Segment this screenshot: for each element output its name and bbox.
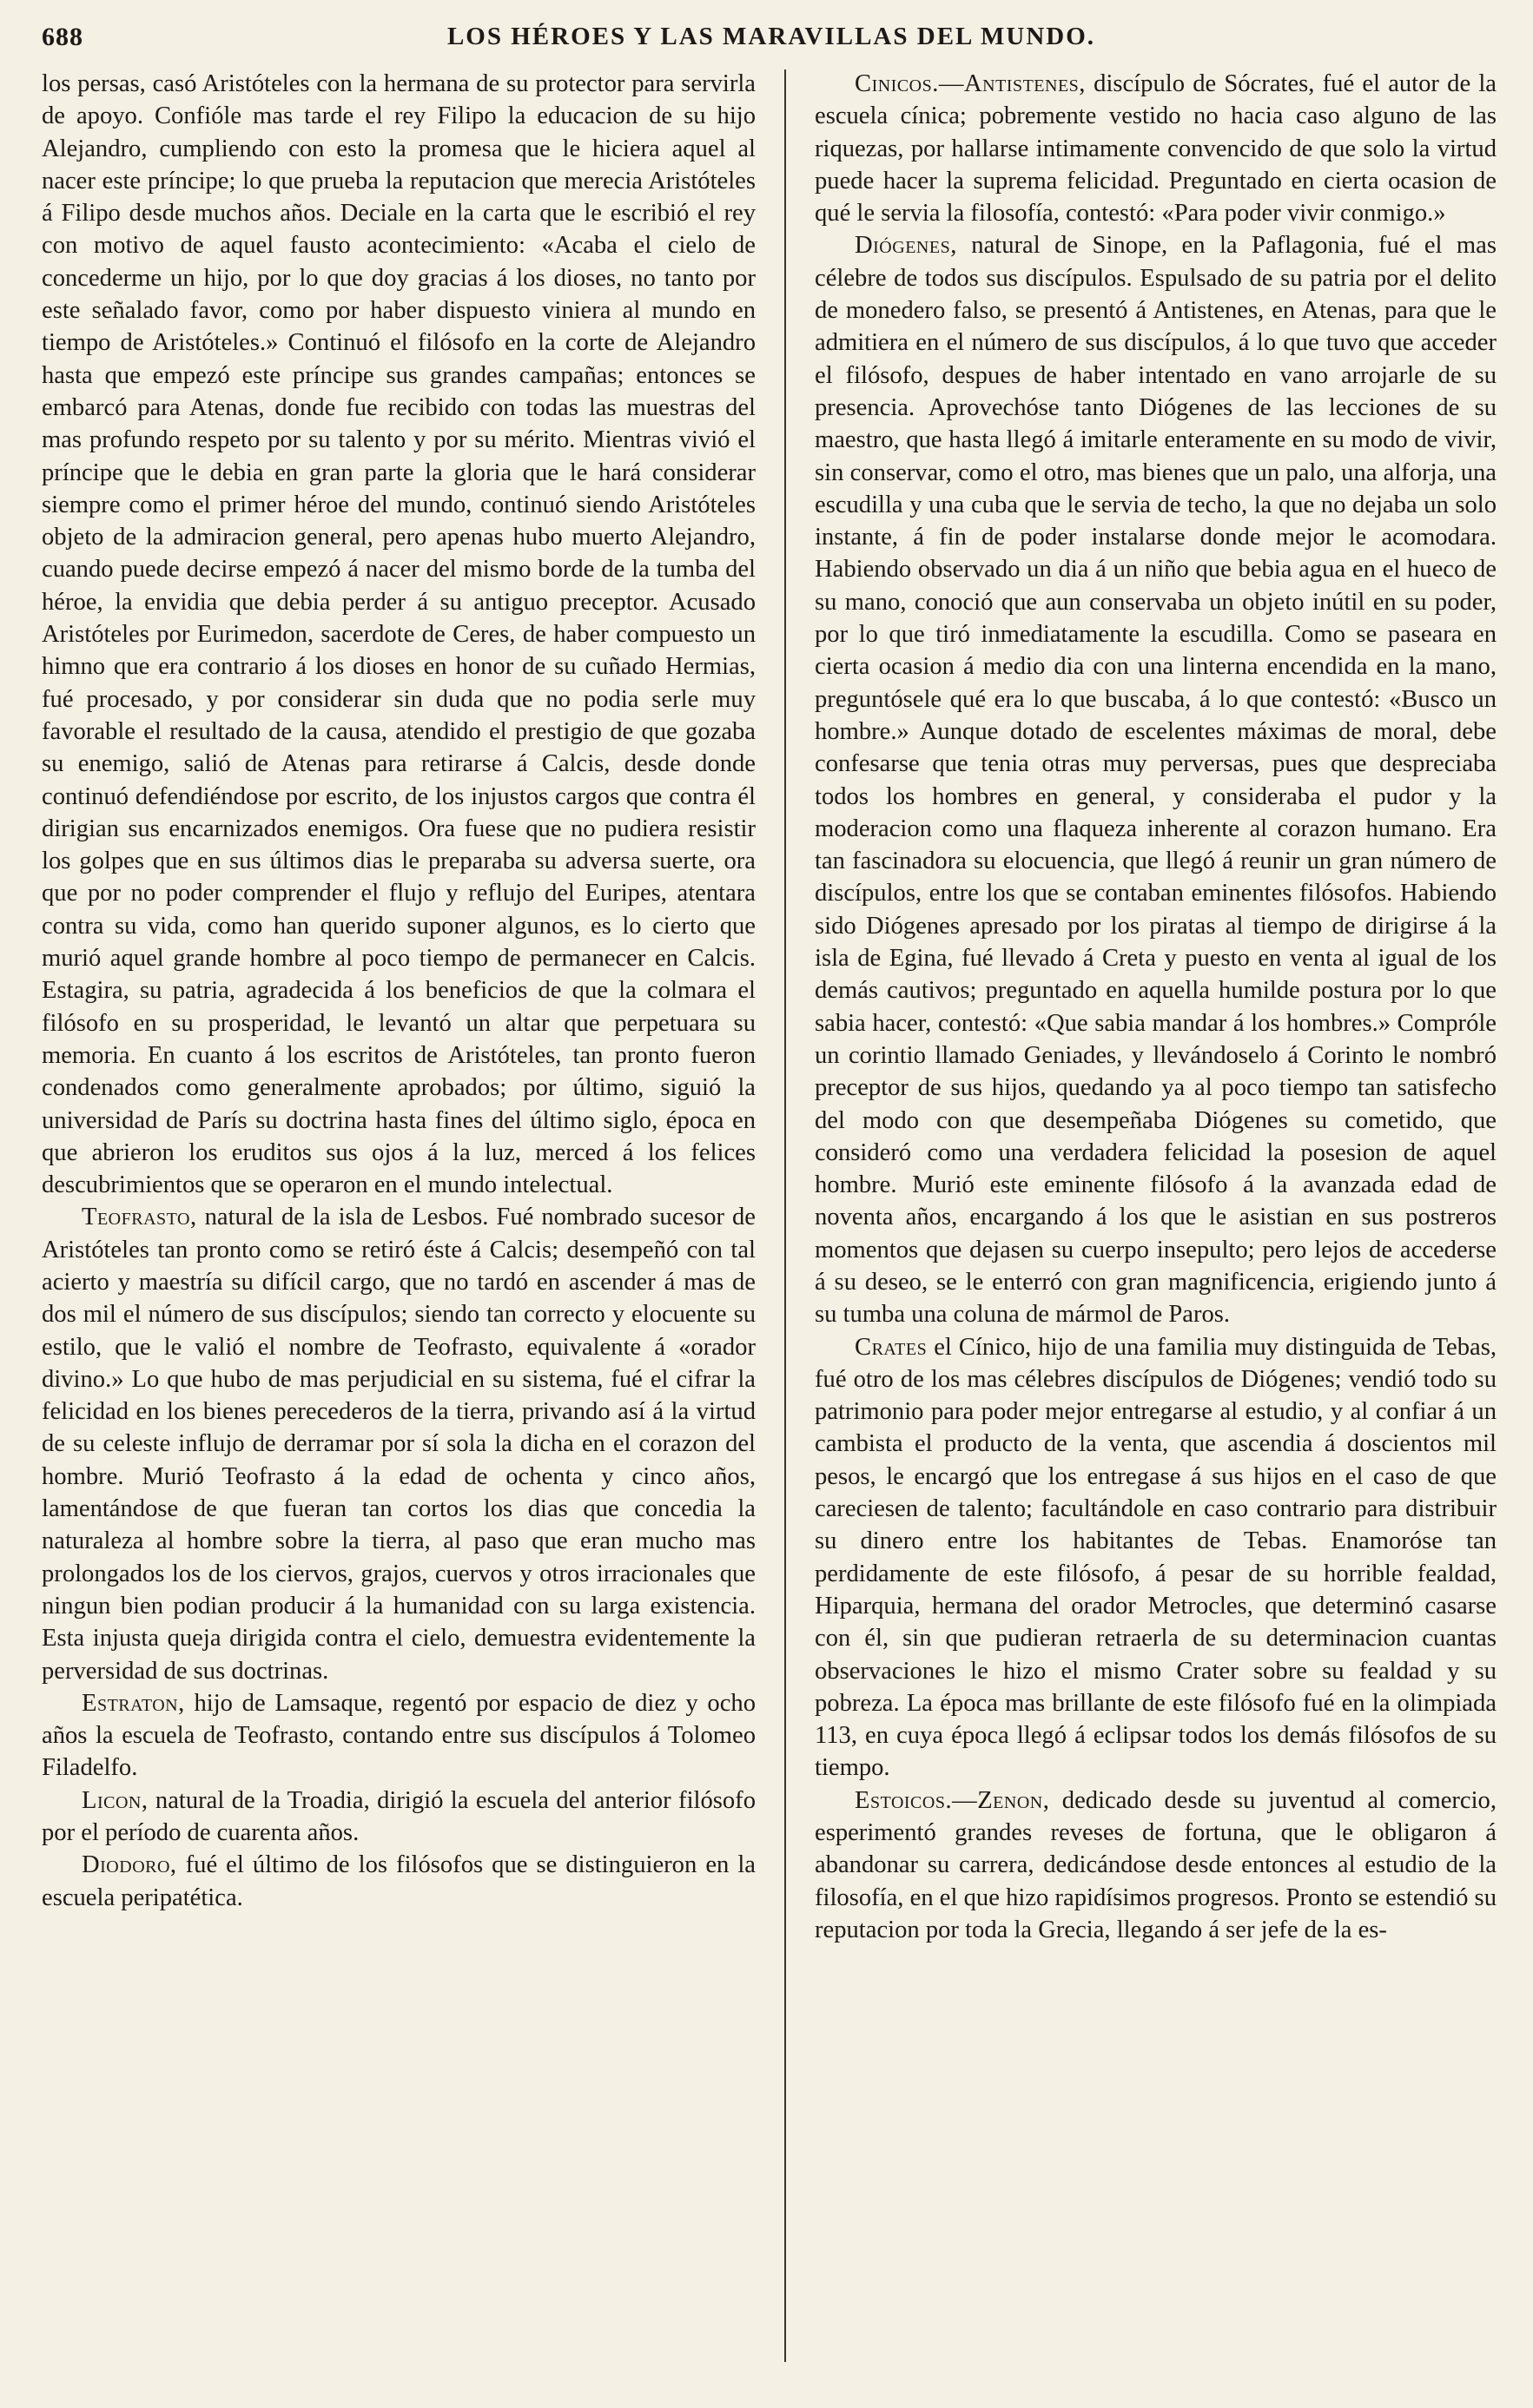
page-number: 688 xyxy=(42,23,83,51)
paragraph: Teofrasto, natural de la isla de Lesbos. Fué nombrado sucesor de Aristóteles tan pronto como se retiró éste á Calcis; desempeñó con tal acierto y maestría su difícil cargo, que no tardó en ascender á mas de dos mil el número de sus discípulos; siendo tan correcto y elocuente su estilo, que le valió el nombre de Teofrasto, equivalente á «orador divino.» Lo que hubo de mas perjudicial en su sistema, fué el cifrar la felicidad en los bienes perecederos de la tierra, privando así á la virtud de su celeste influjo de derramar por sí sola la dicha en el corazon del hombre. Murió Teofrasto á la edad de ochenta y cinco años, lamentándose de que fueran tan cortos los dias que concedia la naturaleza al hombre sobre la tierra, al paso que eran mucho mas prolongados los de los ciervos, grajos, cuervos y otros irracionales que ningun bien podian producir á la humanidad con su larga existencia. Esta injusta queja dirigida contra el cielo, demuestra evidentemente la perversidad de sus doctrinas. xyxy=(42,1204,756,1685)
entry-heading: Licon, xyxy=(82,1786,149,1814)
paragraph: Licon, natural de la Troadia, dirigió la escuela del anterior filósofo por el período de cuarenta años. xyxy=(42,1786,756,1847)
entry-heading: Cinicos.—Antistenes, xyxy=(855,70,1086,97)
paragraph: Estoicos.—Zenon, dedicado desde su juventud al comercio, esperimentó grandes reveses de fortuna, que le obligaron á abandonar su carrera, dedicándose desde entonces al estudio de la filosofía, en el que hizo rapidísimos progresos. Pronto se estendió su reputacion por toda la Grecia, llegando á ser jefe de la es- xyxy=(815,1786,1497,1943)
paragraph: Diógenes, natural de Sinope, en la Paflagonia, fué el mas célebre de todos sus discípulos. Espulsado de su patria por el delito de monedero falso, se presentó á Antistenes, en Atenas, para que le admitiera en el número de sus discípulos, á lo que tuvo que acceder el filósofo, despues de haber intentado en vano arrojarle de su presencia. Aprovechóse tanto Diógenes de las lecciones de su maestro, que hasta llegó á imitarle enteramente en su modo de vivir, sin conservar, como el otro, mas bienes que un palo, una alforja, una escudilla y una cuba que le servia de techo, la que no dejaba un solo instante, á fin de poder instalarse donde mejor le acomodara. Habiendo observado un dia á un niño que bebia agua en el hueco de su mano, conoció que aun conservaba un objeto inútil en su poder, por lo que tiró inmediatamente la escudilla. Como se paseara en cierta ocasion á medio dia con una linterna encendida en la mano, preguntósele qué era lo que buscaba, á lo que contestó: «Busco un hombre.» Aunque dotado de escelentes máximas de moral, debe confesarse que tenia otras muy perversas, pues que despreciaba todos los hombres en general, y consideraba el pudor y la moderacion como una flaqueza inherente al corazon humano. Era tan fascinadora su elocuencia, que llegó á reunir un gran número de discípulos, entre los que se contaban eminentes filósofos. Habiendo sido Diógenes apresado por los piratas al tiempo de dirigirse á la isla de Egina, fué llevado á Creta y puesto en venta al igual de los demás cautivos; preguntado en aquella humilde postura por lo que sabia hacer, contestó: «Que sabia mandar á los hombres.» Compróle un corintio llamado Geniades, y llevándoselo á Corinto le nombró preceptor de sus hijos, quedando ya al poco tiempo tan satisfecho del modo con que desempeñaba Diógenes su cometido, que consideró como una verdadera felicidad la posesion de aquel hombre. Murió este eminente filósofo á la avanzada edad de noventa años, encargando á los que le asistian en sus postreros momentos que dejasen su cuerpo insepulto; pero lejos de accederse á su deseo, se le enterró con gran magnificencia, erigiendo junto á su tumba una coluna de mármol de Paros. xyxy=(815,232,1497,1329)
paragraph: Cinicos.—Antistenes, discípulo de Sócrates, fué el autor de la escuela cínica; pobremente vestido no hacia caso alguno de las riquezas, por hallarse intimamente convencido de que solo la virtud puede hacer la suprema felicidad. Preguntado en cierta ocasion de qué le servia la filosofía, contestó: «Para poder vivir conmigo.» xyxy=(815,70,1497,228)
paragraph: Crates el Cínico, hijo de una familia muy distinguida de Tebas, fué otro de los mas célebres discípulos de Diógenes; vendió todo su patrimonio para poder mejor entregarse al estudio, y al confiar á un cambista el producto de la venta, que ascendia á doscientos mil pesos, le encargó que los entregase á sus hijos en el caso de que careciesen de talento; facultándole en caso contrario para distribuir su dinero entre los habitantes de Tebas. Enamoróse tan perdidamente de este filósofo, á pesar de su horrible fealdad, Hiparquia, hermana del orador Metrocles, que determinó casarse con él, sin que pudieran retraerla de su determinacion cuantas observaciones le hizo el mismo Crater sobre su fealdad y su pobreza. La época mas brillante de este filósofo fué en la olimpiada 113, en cuya época llegó á eclipsar todos los demás filósofos de su tiempo. xyxy=(815,1333,1497,1782)
paragraph: Estraton, hijo de Lamsaque, regentó por espacio de diez y ocho años la escuela de Teofrasto, contando entre sus discípulos á Tolomeo Filadelfo. xyxy=(42,1689,756,1782)
paragraph: los persas, casó Aristóteles con la hermana de su protector para servirla de apoyo. Confióle mas tarde el rey Filipo la educacion de su hijo Alejandro, cumpliendo con esto la promesa que le hiciera aquel al nacer este príncipe; lo que prueba la reputacion que merecia Aristóteles á Filipo desde muchos años. Deciale en la carta que le escribió el rey con motivo de aquel fausto acontecimiento: «Acaba el cielo de concederme un hijo, por lo que doy gracias á los dioses, no tanto por este señalado favor, como por haber dispuesto viniera al mundo en tiempo de Aristóteles.» Continuó el filósofo en la corte de Alejandro hasta que empezó este príncipe sus grandes campañas; entonces se embarcó para Atenas, donde fue recibido con todas las muestras del mas profundo respeto por su talento y por su mérito. Mientras vivió el príncipe que le debia en gran parte la gloria que le hará considerar siempre como el primer héroe del mundo, continuó siendo Aristóteles objeto de la admiracion general, pero apenas hubo muerto Alejandro, cuando puede decirse empezó á nacer del mismo borde de la tumba del héroe, la envidia que debia perder á su antiguo preceptor. Acusado Aristóteles por Eurimedon, sacerdote de Ceres, de haber compuesto un himno que era contrario á los dioses en honor de su cuñado Hermias, fué procesado, y por considerar sin duda que no podia serle muy favorable el resultado de la causa, atendido el prestigio de que gozaba su enemigo, salió de Atenas para retirarse á Calcis, desde donde continuó defendiéndose por escrito, de los injustos cargos que contra él dirigian sus encarnizados enemigos. Ora fuese que no pudiera resistir los golpes que en sus últimos dias le preparaba su adversa suerte, ora que por no poder comprender el flujo y reflujo del Euripes, atentara contra su vida, como han querido suponer algunos, es lo cierto que murió aquel grande hombre al poco tiempo de permanecer en Calcis. Estagira, su patria, agradecida á los beneficios de que la colmara el filósofo en su prosperidad, le levantó un altar que perpetuara su memoria. En cuanto á los escritos de Aristóteles, tan pronto fueron condenados como generalmente aprobados; por último, siguió la universidad de París su doctrina hasta fines del último siglo, época en que abrieron los eruditos sus ojos á la luz, merced á los felices descubrimientos que se operaron en el mundo intelectual. xyxy=(42,70,756,1199)
entry-heading: Estoicos.—Zenon, xyxy=(855,1786,1050,1814)
entry-heading: Diodoro, xyxy=(82,1851,177,1879)
page-header xyxy=(42,23,1501,66)
right-column xyxy=(815,68,1497,2343)
paragraph: Diodoro, fué el último de los filósofos que se distinguieron en la escuela peripatética. xyxy=(42,1851,756,1911)
entry-heading: Crates xyxy=(855,1333,928,1361)
column-divider xyxy=(784,69,786,2362)
entry-heading: Diógenes, xyxy=(855,232,957,260)
running-title: LOS HÉROES Y LAS MARAVILLAS DEL MUNDO. xyxy=(446,23,1096,50)
left-column xyxy=(42,68,756,2343)
entry-heading: Estraton, xyxy=(82,1689,185,1717)
entry-heading: Teofrasto, xyxy=(82,1204,197,1231)
